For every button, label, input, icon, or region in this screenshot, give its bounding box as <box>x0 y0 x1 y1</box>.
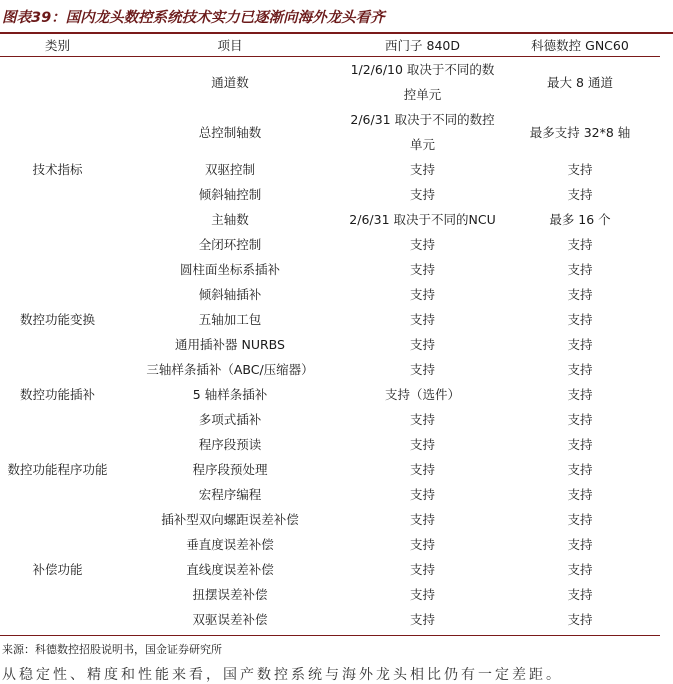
kede-cell: 支持 <box>567 312 593 327</box>
kede-cell: 支持 <box>567 562 593 577</box>
item-cell: 多项式插补 <box>198 412 262 427</box>
kede-cell: 支持 <box>567 237 593 252</box>
figure-title: 图表39：国内龙头数控系统技术实力已逐渐向海外龙头看齐 <box>2 10 385 26</box>
kede-cell: 支持 <box>567 612 593 627</box>
item-cell: 宏程序编程 <box>198 487 262 502</box>
item-cell: 双驱控制 <box>204 162 255 177</box>
siemens-cell: 支持 <box>409 287 435 302</box>
header-item: 项目 <box>115 34 345 57</box>
siemens-cell: 支持 <box>409 562 435 577</box>
table-header-row <box>0 34 660 57</box>
header-kede: 科德数控 GNC60 <box>500 34 660 57</box>
siemens-cell: 支持 <box>409 462 435 477</box>
kede-cell: 支持 <box>567 462 593 477</box>
table-row <box>0 432 660 457</box>
table-body <box>0 57 660 633</box>
siemens-cell: 支持 <box>409 487 435 502</box>
kede-cell: 支持 <box>567 412 593 427</box>
kede-cell: 支持 <box>567 262 593 277</box>
table-row <box>0 57 660 108</box>
item-cell: 通用插补器 NURBS <box>175 337 285 352</box>
category-cell: 技术指标 <box>32 162 83 177</box>
kede-cell: 最大 8 通道 <box>547 74 613 90</box>
kede-cell: 最多支持 32*8 轴 <box>529 124 631 140</box>
kede-cell: 支持 <box>567 162 593 177</box>
siemens-cell: 2/6/31 取决于不同的NCU <box>349 212 496 227</box>
siemens-cell: 支持 <box>409 162 435 177</box>
item-cell: 全闭环控制 <box>198 237 262 252</box>
siemens-cell: 支持 <box>409 312 435 327</box>
header-category: 类别 <box>0 34 115 57</box>
category-cell: 数控功能程序功能 <box>7 462 108 477</box>
siemens-cell: 支持 <box>409 612 435 627</box>
item-cell: 总控制轴数 <box>198 124 262 140</box>
siemens-cell: 支持 <box>409 362 435 377</box>
siemens-cell: 支持 <box>409 437 435 452</box>
table-bottom-divider <box>0 635 660 636</box>
category-cell: 补偿功能 <box>32 562 83 577</box>
body-text-cut: 从稳定性、精度和性能来看，国产数控系统与海外龙头相比仍有一定差距。 <box>2 667 563 683</box>
siemens-cell: 支持 <box>409 512 435 527</box>
item-cell: 程序段预读 <box>198 437 262 452</box>
comparison-table <box>0 34 660 632</box>
table-row <box>0 357 660 382</box>
item-cell: 扭摆误差补偿 <box>192 587 268 602</box>
category-cell: 数控功能变换 <box>19 312 95 327</box>
item-cell: 圆柱面坐标系插补 <box>179 262 280 277</box>
source-note: 来源：科德数控招股说明书，国金证券研究所 <box>2 643 222 656</box>
siemens-cell: 2/6/31 取决于不同的数控单元 <box>350 112 495 152</box>
kede-cell: 支持 <box>567 437 593 452</box>
item-cell: 主轴数 <box>211 212 249 227</box>
kede-cell: 最多 16 个 <box>549 212 611 227</box>
item-cell: 程序段预处理 <box>192 462 268 477</box>
siemens-cell: 1/2/6/10 取决于不同的数控单元 <box>350 62 495 102</box>
siemens-cell: 支持 <box>409 412 435 427</box>
kede-cell: 支持 <box>567 337 593 352</box>
siemens-cell: 支持 <box>409 537 435 552</box>
kede-cell: 支持 <box>567 587 593 602</box>
item-cell: 直线度误差补偿 <box>186 562 274 577</box>
item-cell: 插补型双向螺距误差补偿 <box>161 512 299 527</box>
siemens-cell: 支持（选件） <box>384 387 460 402</box>
item-cell: 三轴样条插补（ABC/压缩器） <box>146 362 314 377</box>
kede-cell: 支持 <box>567 487 593 502</box>
category-cell: 数控功能插补 <box>19 387 95 402</box>
siemens-cell: 支持 <box>409 262 435 277</box>
kede-cell: 支持 <box>567 387 593 402</box>
header-siemens: 西门子 840D <box>345 34 500 57</box>
item-cell: 倾斜轴控制 <box>198 187 262 202</box>
kede-cell: 支持 <box>567 187 593 202</box>
item-cell: 通道数 <box>211 74 249 90</box>
table-row <box>0 507 660 532</box>
kede-cell: 支持 <box>567 287 593 302</box>
item-cell: 垂直度误差补偿 <box>186 537 274 552</box>
item-cell: 5 轴样条插补 <box>192 387 268 402</box>
siemens-cell: 支持 <box>409 187 435 202</box>
kede-cell: 支持 <box>567 362 593 377</box>
siemens-cell: 支持 <box>409 337 435 352</box>
kede-cell: 支持 <box>567 512 593 527</box>
item-cell: 双驱误差补偿 <box>192 612 268 627</box>
kede-cell: 支持 <box>567 537 593 552</box>
table-row <box>0 282 660 307</box>
item-cell: 五轴加工包 <box>198 312 262 327</box>
item-cell: 倾斜轴插补 <box>198 287 262 302</box>
siemens-cell: 支持 <box>409 587 435 602</box>
siemens-cell: 支持 <box>409 237 435 252</box>
